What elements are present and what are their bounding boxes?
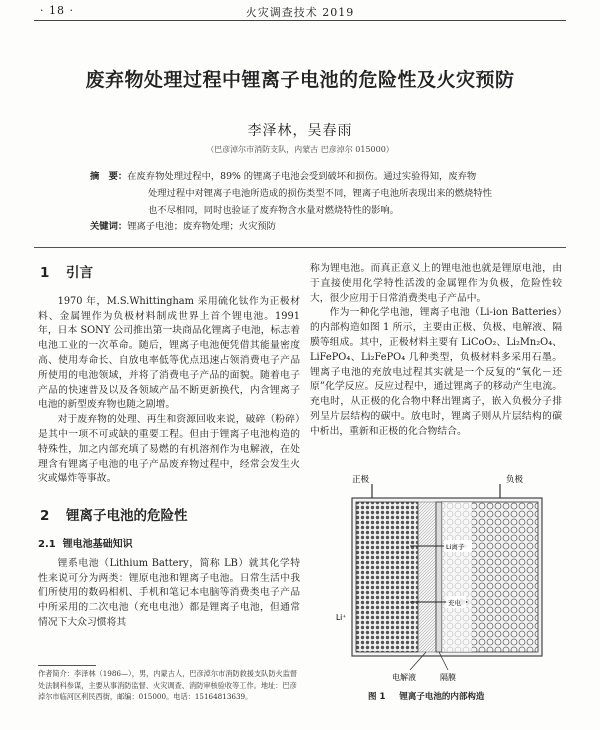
- label-separator: 隔膜: [440, 673, 456, 682]
- label-li-plus: Li⁺: [336, 613, 347, 622]
- label-electrolyte: 电解液: [392, 673, 416, 682]
- author-footnote: 作者简介：李泽林（1986—），男，内蒙古人，巴彦淖尔市消防救援支队防火监督处法制科参谋，主要从事消防监督、火灾调查、消防审核验收等工作。地址：巴彦淖尔市临河区利民西街，邮编：015000。电话：15164813639。: [38, 669, 298, 701]
- label-negative: 负极: [506, 475, 524, 485]
- keywords-label: 关键词：: [90, 221, 128, 232]
- right-column: [310, 262, 562, 440]
- keywords: [90, 218, 276, 232]
- label-charge: 充电: [448, 599, 461, 607]
- section-2-1-paragraph: 锂系电池（Lithium Battery，简称 LB）就其化学特性来说可分为两类：锂原电池和锂离子电池。日常生活中我们所使用的数码相机、手机和笔记本电脑等消费类电子产品中所采用的二次电池（充电电池）都是锂离子电池，但通常情况下大众习惯将其: [38, 557, 300, 628]
- figure-caption-tag: 图 1: [368, 692, 386, 702]
- section-2-1-heading: 2.1 锂电池基础知识: [38, 538, 133, 550]
- article-authors: 李泽林，吴春雨: [247, 123, 353, 139]
- section-2-heading: 2 锂离子电池的危险性: [40, 508, 188, 525]
- page-number: · 18 ·: [40, 4, 74, 17]
- abstract-line-1: 摘 要：在废弃物处理过程中，89% 的锂离子电池会受到破坏和损伤。通过实验得知，废弃物: [90, 171, 477, 182]
- article-affiliation: （巴彦淖尔市消防支队，内蒙古 巴彦淖尔 015000）: [206, 145, 394, 154]
- battery-structure-figure: [310, 470, 562, 700]
- figure-caption: [368, 690, 484, 702]
- abstract-line-3: 也不尽相同，同时也验证了废弃物含水量对燃烧特性的影响。: [148, 205, 400, 216]
- label-ion: Li离子: [446, 543, 465, 551]
- journal-name: 火灾调查技术 2019: [245, 6, 355, 19]
- electrolyte-region: [418, 502, 436, 652]
- right-paragraph-1: 称为锂电池。而真正意义上的锂电池也就是锂原电池，由于直接使用化学特性活泼的金属锂作为负极，危险性较大，很少应用于日常消费类电子产品中。: [310, 263, 562, 304]
- abstract-rule: [34, 247, 566, 248]
- page-header: [0, 0, 600, 22]
- section-1-heading: 1 引言: [40, 265, 93, 281]
- article-title: 废弃物处理过程中锂离子电池的危险性及火灾预防: [85, 69, 515, 91]
- figure-caption-text: 锂离子电池的内部构造: [399, 692, 485, 702]
- section-1-paragraph-2: 对于废弃物的处理、再生和资源回收来说，破碎（粉碎）是其中一项不可或缺的重要工程。但由于锂离子电池构造的特殊性，加之内部充填了易燃的有机溶剂作为电解液，在处理含有锂离子电池的电子产品废弃物过程中，经常会发生火灾或爆炸等事故。: [38, 414, 300, 485]
- header-rule: [34, 20, 566, 21]
- label-positive: 正极: [352, 475, 370, 485]
- abstract: [90, 168, 520, 219]
- section-1-paragraph-1: 1970 年，M.S.Whittingham 采用硫化钛作为正极材料、金属锂作为负极材料制成世界上首个锂电池。1991 年，日本 SONY 公司推出第一块商品化锂离子电池，标志着电池工业的一次革命。随后，锂离子电池便凭借其能量密度高、使用寿命长、自放电率低等优点迅速占领消费电子产品所使用的电池领域，并将了消费电子产品的面貌。随着电子产品的快速普及以及各领域产品不断更新换代，内含锂离子电池的新型废弃物也随之剧增。: [38, 295, 300, 411]
- positive-electrode: [356, 502, 418, 652]
- separator: [436, 502, 442, 652]
- abstract-label: 摘 要：: [90, 171, 128, 182]
- left-column: [38, 266, 300, 631]
- keywords-text: 锂离子电池；废弃物处理；火灾预防: [127, 221, 276, 232]
- right-paragraph-2: 作为一种化学电池，锂离子电池（Li-ion Batteries）的内部构造如图 1 所示，主要由正极、负极、电解液、隔膜等组成。其中，正极材料主要有 LiCoO₂、Li₂Mn₂O₄、LiFePO₄、Li₂FePO₄ 几种类型，负极材料多采用石墨。锂离子电池的充放电过程其实就是一个反复的“氧化－还原”化学反应。反应过程中，通过锂离子的移动产生电流。充电时，从正极的化合物中释出锂离子，嵌入负极分子排列呈片层结构的碳中。放电时，锂离子则从片层结构的碳中析出，重新和正极的化合物结合。: [310, 307, 562, 437]
- footnote-rule: [38, 665, 96, 666]
- abstract-line-2: 处理过程中对锂离子电池所造成的损伤类型不同，锂离子电池所表现出来的燃烧特性: [148, 188, 492, 199]
